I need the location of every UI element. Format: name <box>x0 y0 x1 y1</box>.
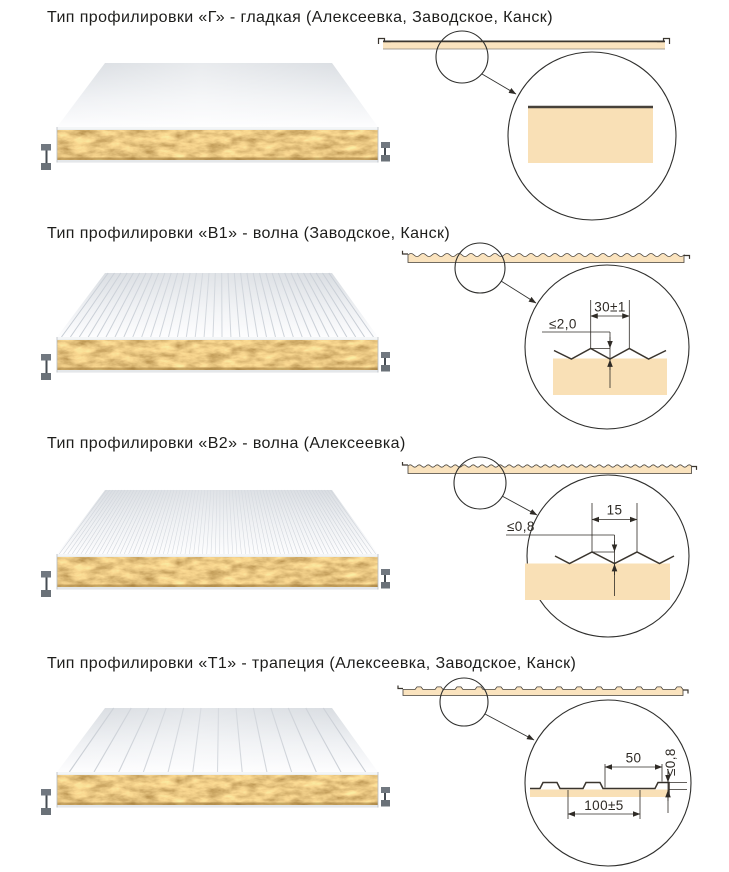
profile-diagram-wave-coarse <box>375 238 729 438</box>
dim-label-pitch: 30±1 <box>594 299 626 315</box>
panel-sheen <box>57 63 378 127</box>
detail-circle <box>527 475 689 637</box>
panel-front-skin <box>57 127 378 130</box>
joint-connector-left <box>41 354 51 380</box>
callout-leader-arrow <box>482 74 516 94</box>
joint-connector-left <box>41 789 51 815</box>
profile-diagram-wave-fine <box>375 448 729 648</box>
panel-cross-section-strip <box>408 254 684 263</box>
joint-connector-left <box>41 144 51 170</box>
callout-leader-arrow <box>485 714 534 740</box>
callout-source-circle <box>455 243 505 293</box>
panel-render-trapezoid <box>40 703 396 825</box>
dim-label-height: ≤0,8 <box>663 748 678 776</box>
joint-connector-left <box>41 571 51 597</box>
panel-bottom-skin <box>57 160 378 163</box>
callout-leader-arrow <box>502 496 537 515</box>
callout-leader-arrow <box>501 281 536 303</box>
profile-diagram-smooth <box>375 28 729 228</box>
panel-render-wave-coarse <box>40 268 396 390</box>
panel-render-wave-fine <box>40 485 396 607</box>
callout-source-circle <box>436 31 488 83</box>
dim-label-top-width: 50 <box>625 750 642 766</box>
profile-diagram-trapezoid <box>375 668 729 872</box>
section-title-t1: Тип профилировки «Т1» - трапеция (Алексеевка, Заводское, Канск) <box>47 655 577 672</box>
dim-label-pitch: 15 <box>606 502 623 518</box>
section-title-v2: Тип профилировки «В2» - волна (Алексеевка) <box>47 435 406 452</box>
panel-render-smooth <box>40 58 396 180</box>
callout-source-circle <box>440 678 488 726</box>
section-title-g: Тип профилировки «Г» - гладкая (Алексеевка, Заводское, Канск) <box>47 9 553 26</box>
panel-cross-section-strip <box>379 39 670 50</box>
dim-label-height: ≤2,0 <box>549 316 577 332</box>
dim-label-height: ≤0,8 <box>507 519 535 534</box>
smooth-profile-detail <box>528 107 653 163</box>
section-title-v1: Тип профилировки «В1» - волна (Заводское, Канск) <box>47 225 451 242</box>
detail-circle <box>525 265 689 429</box>
callout-source-circle <box>454 457 506 509</box>
dim-label-pitch: 100±5 <box>584 798 624 813</box>
panel-cross-section-strip <box>408 465 692 474</box>
